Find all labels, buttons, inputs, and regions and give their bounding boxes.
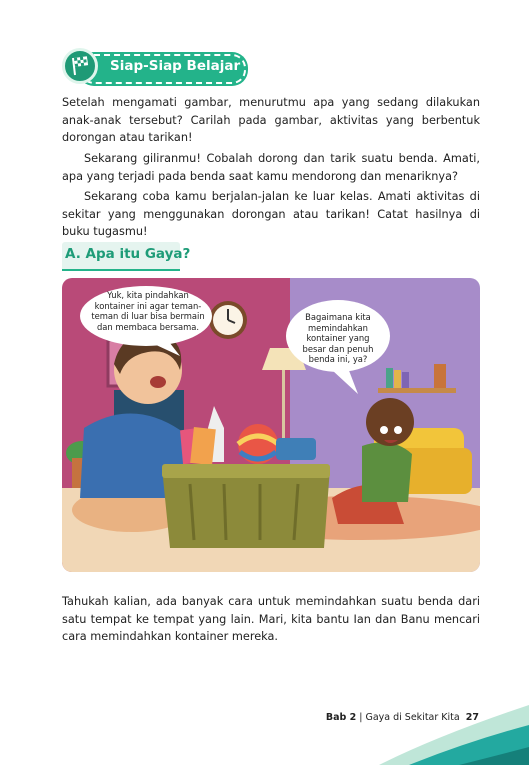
corner-wave-decoration [379, 695, 529, 765]
section-title: Siap-Siap Belajar [110, 58, 241, 74]
page-number: 27 [465, 712, 479, 723]
intro-paragraph-3: Sekarang coba kamu berjalan-jalan ke luar kelas. Amati aktivitas di sekitar yang menggunakan dorongan atau tarikan! Catat hasilnya di buku tugasmu! [62, 190, 480, 239]
speech-bubble-right: Bagaimana kita memindahkan kontainer yang besar dan penuh benda ini, ya? [302, 312, 374, 365]
section-heading-text: A. Apa itu Gaya? [65, 246, 191, 262]
speech-bubble-left: Yuk, kita pindahkan kontainer ini agar teman-teman di luar bisa bermain dan membaca bersama. [91, 290, 205, 332]
footer-separator: | [356, 712, 366, 723]
wall-clock-icon [209, 301, 247, 339]
section-badge [62, 48, 244, 84]
intro-paragraph-2: Sekarang giliranmu! Cobalah dorong dan tarik suatu benda. Amati, apa yang terjadi pada benda saat kamu mendorong dan menariknya? [62, 152, 480, 183]
illustration [62, 278, 480, 572]
checkered-flag-icon [62, 48, 98, 84]
footer-chapter: Bab 2 [325, 712, 357, 723]
intro-paragraph-1: Setelah mengamati gambar, menurutmu apa yang sedang dilakukan anak-anak tersebut? Carilah pada gambar, aktivitas yang berbentuk dorongan atau tarikan! [62, 96, 480, 145]
footer-chapter-title: Gaya di Sekitar Kita [365, 712, 460, 723]
container-box [162, 464, 330, 548]
outro-paragraph: Tahukah kalian, ada banyak cara untuk memindahkan suatu benda dari satu tempat ke tempat yang lain. Mari, kita bantu Ian dan Banu mencari cara memindahkan kontainer mereka. [62, 595, 480, 644]
section-heading-a [62, 242, 191, 271]
